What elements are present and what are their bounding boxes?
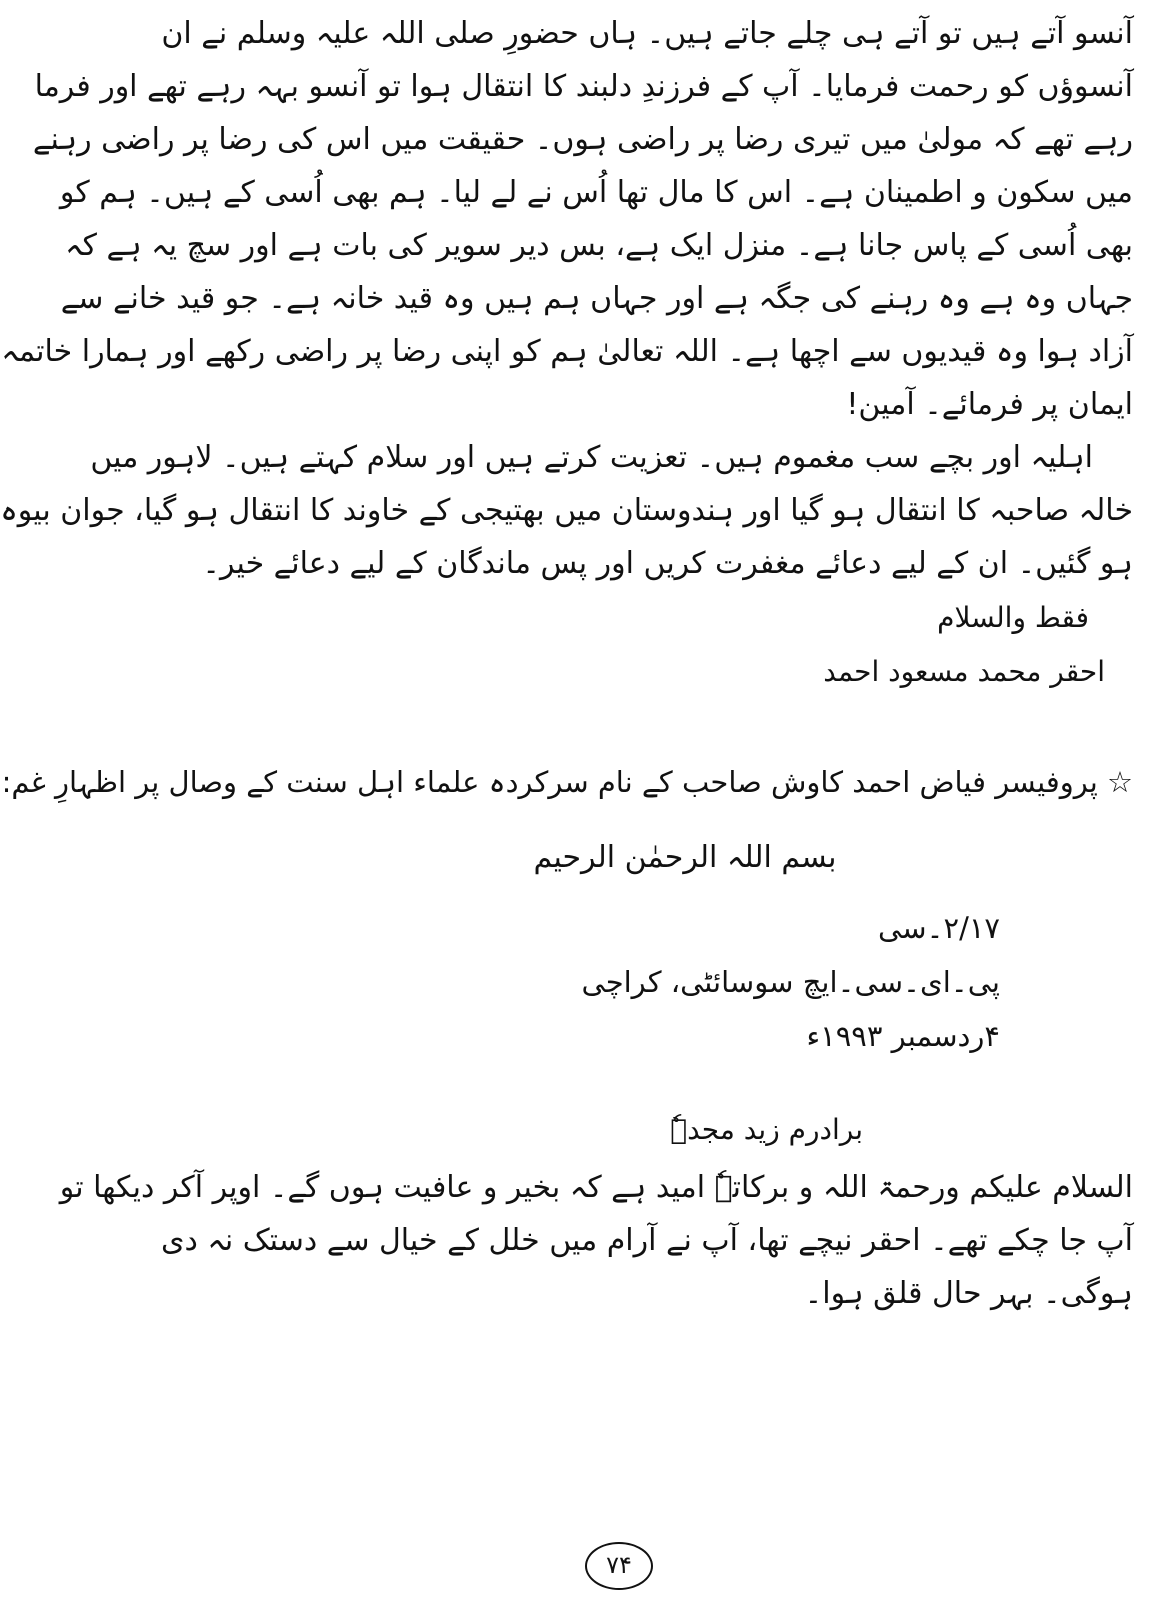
text-line: میں سکون و اطمینان ہے۔ اس کا مال تھا اُس نے لے لیا۔ ہم بھی اُسی کے ہیں۔ ہم کو [59, 175, 1133, 210]
address-line: پی۔ای۔سی۔ایچ سوسائٹی، کراچی [581, 965, 1000, 999]
text-line: خالہ صاحبہ کا انتقال ہو گیا اور ہندوستان میں بھتیجی کے خاوند کا انتقال ہو گیا، جوان بیوہ [0, 493, 1133, 528]
page-number: ۷۴ [585, 1542, 653, 1590]
bismillah: بسم اللہ الرحمٰن الرحیم [533, 840, 837, 875]
text-line: جہاں وہ ہے وہ رہنے کی جگہ ہے اور جہاں ہم ہیں وہ قید خانہ ہے۔ جو قید خانے سے [60, 281, 1133, 316]
text-line: آپ جا چکے تھے۔ احقر نیچے تھا، آپ نے آرام میں خلل کے خیال سے دستک نہ دی [160, 1223, 1133, 1258]
text-line: بھی اُسی کے پاس جانا ہے۔ منزل ایک ہے، بس دیر سویر کی بات ہے اور سچ یہ ہے کہ [65, 228, 1133, 263]
text-line: السلام علیکم ورحمۃ اللہ و برکاتہٗ امید ہے کہ بخیر و عافیت ہوں گے۔ اوپر آکر دیکھا تو [59, 1170, 1133, 1205]
letter-date: ۴ردسمبر ۱۹۹۳ء [806, 1019, 1000, 1053]
text-line: آزاد ہوا وہ قیدیوں سے اچھا ہے۔ اللہ تعالیٰ ہم کو اپنی رضا پر راضی رکھے اور ہمارا خاتمہ [1, 334, 1133, 369]
text-line: آنسوؤں کو رحمت فرمایا۔ آپ کے فرزندِ دلبند کا انتقال ہوا تو آنسو بہہ رہے تھے اور فرما [34, 69, 1133, 104]
text-line: ایمان پر فرمائے۔ آمین! [846, 387, 1133, 422]
text-line: ہو گئیں۔ ان کے لیے دعائے مغفرت کریں اور پس ماندگان کے لیے دعائے خیر۔ [202, 546, 1133, 581]
text-line: ہوگی۔ بہر حال قلق ہوا۔ [804, 1276, 1133, 1311]
text-line: اہلیہ اور بچے سب مغموم ہیں۔ تعزیت کرتے ہیں اور سلام کہتے ہیں۔ لاہور میں [90, 440, 1093, 475]
address-line: ۲/۱۷۔سی [878, 911, 1000, 945]
letter-greeting: برادرم زید مجدہٗ [670, 1113, 863, 1146]
section-heading: ☆ پروفیسر فیاض احمد کاوش صاحب کے نام سرکردہ علماء اہل سنت کے وصال پر اظہارِ غم: [1, 765, 1133, 799]
signature: احقر محمد مسعود احمد [823, 655, 1105, 688]
text-line: رہے تھے کہ مولیٰ میں تیری رضا پر راضی ہوں۔ حقیقت میں اس کی رضا پر راضی رہنے [32, 122, 1133, 157]
text-line: آنسو آتے ہیں تو آتے ہی چلے جاتے ہیں۔ ہاں حضورِ صلی اللہ علیہ وسلم نے ان [161, 16, 1133, 51]
closing-salutation: فقط والسلام [937, 601, 1089, 634]
